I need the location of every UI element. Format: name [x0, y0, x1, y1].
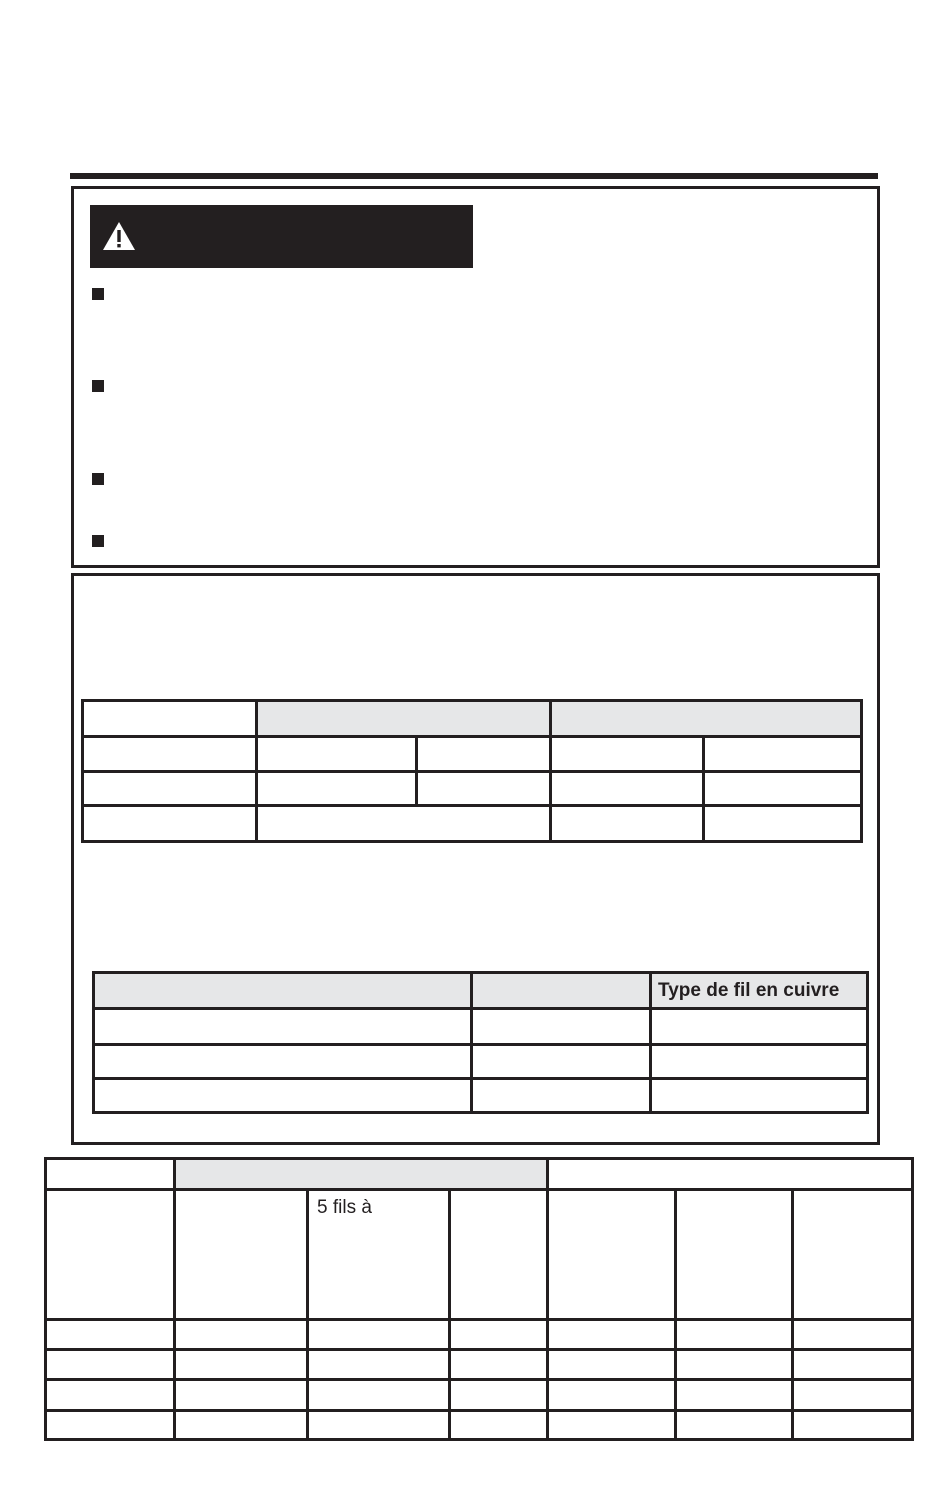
table-cell — [450, 1320, 548, 1350]
table-cell — [651, 1045, 868, 1079]
table-cell — [417, 737, 551, 772]
table-cell — [704, 772, 862, 806]
table-cell — [793, 1411, 913, 1440]
table-cell — [94, 1045, 472, 1079]
table-cell — [175, 1411, 308, 1440]
bullet-square-icon — [92, 473, 104, 485]
copper-wire-type-header — [651, 973, 868, 1009]
table-3 — [44, 1157, 914, 1441]
table-cell — [450, 1380, 548, 1411]
table-cell — [704, 737, 862, 772]
table-row — [83, 772, 862, 806]
warning-banner — [90, 205, 473, 268]
table-row — [83, 701, 862, 737]
table-cell — [83, 737, 257, 772]
table-row — [83, 806, 862, 842]
table-cell — [551, 737, 704, 772]
table-cell — [46, 1350, 175, 1380]
table-cell — [175, 1350, 308, 1380]
table-cell — [548, 1350, 676, 1380]
table-header-cell — [551, 701, 862, 737]
table-header-cell — [472, 973, 651, 1009]
table-header-cell — [94, 973, 472, 1009]
table-row — [94, 973, 868, 1009]
table-cell — [94, 1079, 472, 1113]
table-cell — [472, 1009, 651, 1045]
bullet-square-icon — [92, 535, 104, 547]
table-cell — [551, 772, 704, 806]
table-cell — [793, 1190, 913, 1320]
table-cell — [257, 737, 417, 772]
table-cell — [548, 1380, 676, 1411]
table-cell — [676, 1350, 793, 1380]
table-cell — [704, 806, 862, 842]
table-cell — [308, 1380, 450, 1411]
table-cell — [46, 1380, 175, 1411]
bullet-square-icon — [92, 380, 104, 392]
bullet-square-icon — [92, 288, 104, 300]
table-cell — [548, 1190, 676, 1320]
table-cell — [793, 1380, 913, 1411]
table-cell — [175, 1320, 308, 1350]
table-cell — [46, 1320, 175, 1350]
table-cell — [46, 1411, 175, 1440]
table-cell — [46, 1159, 175, 1190]
table-cell — [793, 1350, 913, 1380]
table-cell — [94, 1009, 472, 1045]
table-row — [83, 737, 862, 772]
table-cell — [676, 1411, 793, 1440]
table-cell — [551, 806, 704, 842]
table-header-cell — [257, 701, 551, 737]
table-row — [46, 1411, 913, 1440]
table-cell — [83, 772, 257, 806]
table-cell — [417, 772, 551, 806]
table-cell — [175, 1190, 308, 1320]
table-cell — [46, 1190, 175, 1320]
table-cell — [548, 1411, 676, 1440]
section-top-rule — [70, 173, 878, 179]
table-cell — [308, 1350, 450, 1380]
table-row — [46, 1190, 913, 1320]
table-cell — [175, 1380, 308, 1411]
copper-wire-type-label: Type de fil en cuivre — [658, 979, 840, 1001]
table-row — [46, 1159, 913, 1190]
table-row — [46, 1350, 913, 1380]
table-cell — [472, 1045, 651, 1079]
warning-triangle-icon — [102, 221, 136, 251]
table-cell — [83, 701, 257, 737]
table-cell — [83, 806, 257, 842]
table-cell — [651, 1079, 868, 1113]
table-cell — [308, 1411, 450, 1440]
table-cell — [793, 1320, 913, 1350]
table-cell — [548, 1320, 676, 1350]
table-row — [94, 1009, 868, 1045]
five-wire-cell — [308, 1190, 450, 1320]
table-2 — [92, 971, 869, 1114]
table-row — [46, 1380, 913, 1411]
table-1 — [81, 699, 863, 843]
table-cell — [450, 1350, 548, 1380]
table-row — [94, 1079, 868, 1113]
table-header-cell — [175, 1159, 548, 1190]
table-row — [46, 1320, 913, 1350]
table-cell — [450, 1190, 548, 1320]
table-cell — [676, 1380, 793, 1411]
table-cell — [472, 1079, 651, 1113]
table-cell — [651, 1009, 868, 1045]
table-cell — [257, 806, 551, 842]
table-row — [94, 1045, 868, 1079]
five-wire-label: 5 fils à — [317, 1197, 372, 1218]
table-cell — [257, 772, 417, 806]
table-cell — [450, 1411, 548, 1440]
table-cell — [308, 1320, 450, 1350]
table-header-cell — [548, 1159, 913, 1190]
table-cell — [676, 1190, 793, 1320]
table-cell — [676, 1320, 793, 1350]
